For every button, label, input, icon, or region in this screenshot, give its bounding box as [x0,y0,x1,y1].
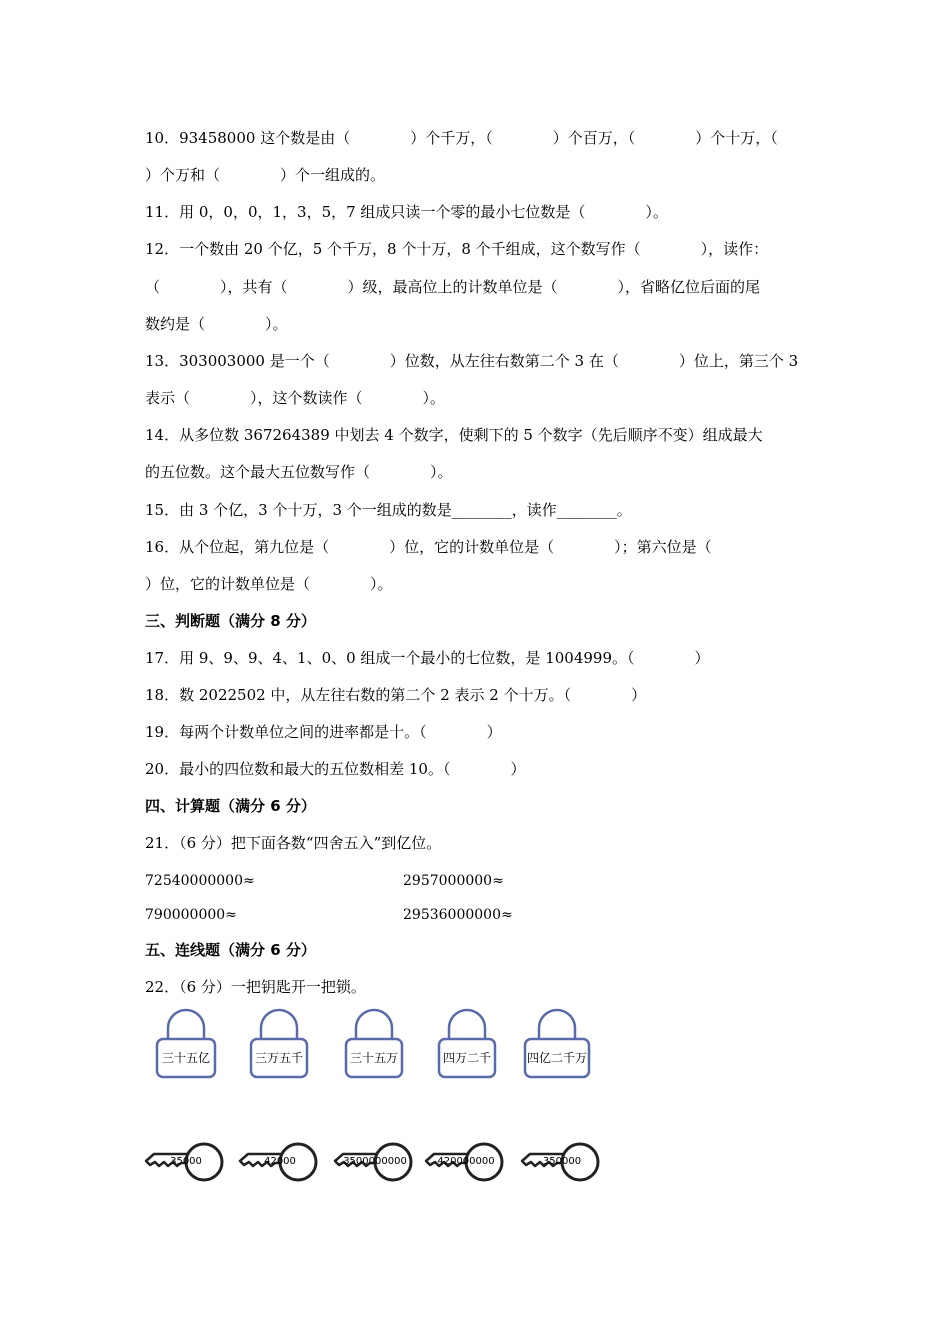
key-label: 420000000 [437,1156,495,1167]
key [426,1144,502,1180]
question-10-line-2: ）个万和（ ）个一组成的。 [145,166,386,184]
question-20: 20．最小的四位数和最大的五位数相差 10。（ ） [145,760,526,778]
lock-label: 三十五万 [349,1051,399,1065]
key-label: 350000 [542,1156,582,1167]
keys [146,1144,598,1180]
key-label: 3500000000 [343,1156,407,1167]
key [240,1144,316,1180]
lock-label: 三万五千 [254,1051,304,1065]
lock-shackle [356,1010,392,1040]
question-12-line-1: 12．一个数由 20 个亿，5 个千万，8 个十万，8 个千组成，这个数写作（ ），读作： [145,240,769,258]
question-11: 11．用 0，0，0，1，3，5，7 组成只读一个零的最小七位数是（ ）。 [145,203,668,221]
question-15: 15．由 3 个亿，3 个十万，3 个一组成的数是________，读作________。 [145,501,632,519]
lock-label: 三十五亿 [161,1051,211,1065]
question-18: 18．数 2022502 中，从左往右数的第二个 2 表示 2 个十万。（ ） [145,686,647,704]
rounding-item-2: 2957000000≈ [403,873,504,889]
key [335,1144,411,1180]
section-4-heading: 四、计算题（满分 6 分） [145,797,316,815]
question-22: 22．（6 分）一把钥匙开一把锁。 [145,978,366,996]
key-label: 42000 [264,1156,296,1167]
rounding-item-3: 790000000≈ [145,907,237,923]
question-10-line-1: 10．93458000 这个数是由（ ）个千万，（ ）个百万，（ ）个十万，（ [145,129,778,147]
lock-shackle [168,1010,204,1040]
question-12-line-3: 数约是（ ）。 [145,315,288,333]
lock [157,1010,215,1077]
question-13-line-1: 13．303003000 是一个（ ）位数，从左往右数第二个 3 在（ ）位上，第三个 3 [145,352,799,370]
rounding-item-4: 29536000000≈ [403,907,513,923]
question-12-line-2: （ ），共有（ ）级，最高位上的计数单位是（ ），省略亿位后面的尾 [145,278,761,296]
question-13-line-2: 表示（ ），这个数读作（ ）。 [145,389,446,407]
section-5-heading: 五、连线题（满分 6 分） [145,941,316,959]
question-14-line-1: 14．从多位数 367264389 中划去 4 个数字，使剩下的 5 个数字（先后顺序不变）组成最大 [145,426,763,444]
lock-label: 四万二千 [442,1051,492,1065]
section-3-heading: 三、判断题（满分 8 分） [145,612,316,630]
lock-label: 四亿二千万 [526,1051,588,1065]
lock-shackle [539,1010,575,1040]
locks [157,1010,589,1077]
lock [525,1010,589,1077]
lock [439,1010,495,1077]
question-16-line-1: 16．从个位起，第九位是（ ）位，它的计数单位是（ ）；第六位是（ [145,538,712,556]
question-21: 21．（6 分）把下面各数“四舍五入”到亿位。 [145,834,442,852]
lock [346,1010,402,1077]
question-17: 17．用 9、9、9、4、1、0、0 组成一个最小的七位数，是 1004999。（ ） [145,649,710,667]
lock-shackle [261,1010,297,1040]
question-19: 19．每两个计数单位之间的进率都是十。（ ） [145,723,502,741]
question-14-line-2: 的五位数。这个最大五位数写作（ ）。 [145,463,453,481]
key [522,1144,598,1180]
lock [251,1010,307,1077]
key [146,1144,222,1180]
key-label: 35000 [170,1156,202,1167]
rounding-item-1: 72540000000≈ [145,873,255,889]
question-16-line-2: ）位，它的计数单位是（ ）。 [145,575,393,593]
lock-shackle [449,1010,485,1040]
